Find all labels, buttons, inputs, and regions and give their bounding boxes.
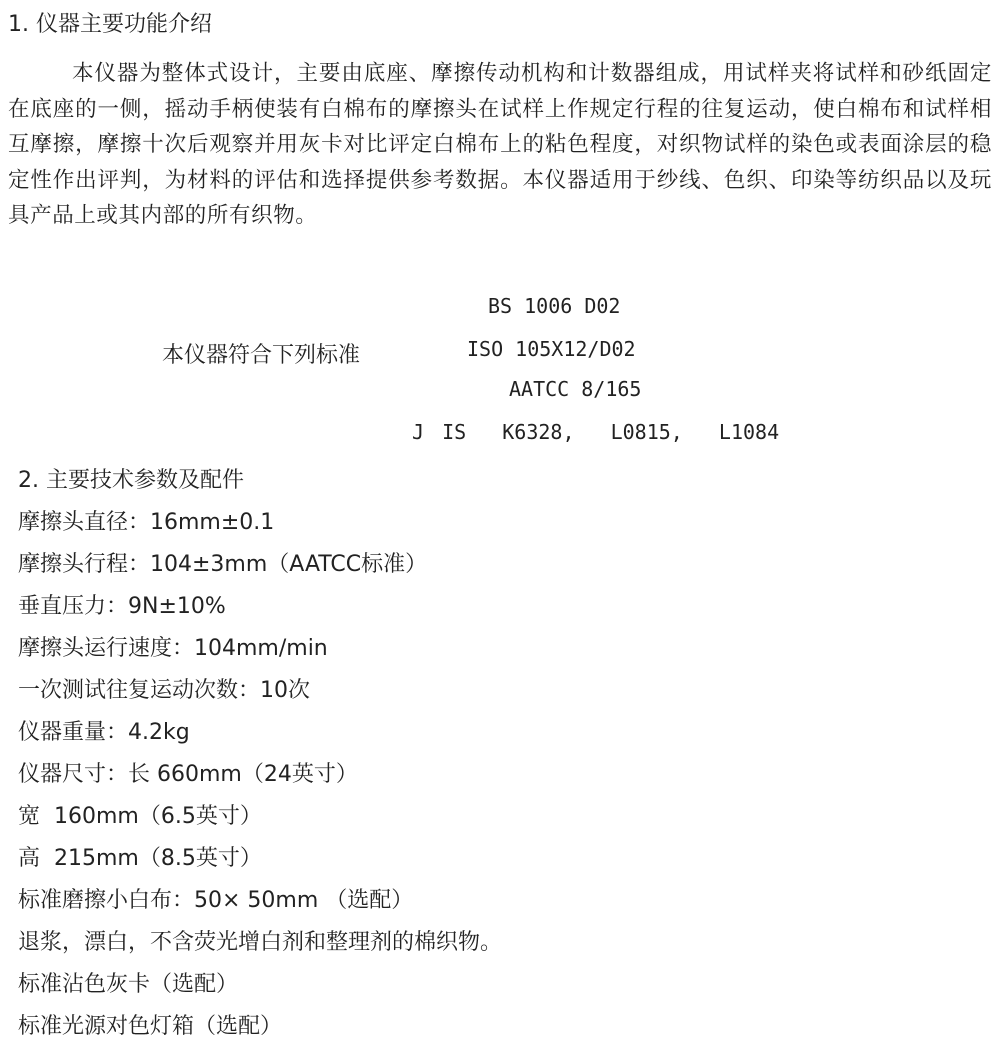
spec-line: 标准磨擦小白布：50× 50mm （选配） (18, 888, 414, 913)
function-paragraph: 本仪器为整体式设计，主要由底座、摩擦传动机构和计数器组成，用试样夹将试样和砂纸固定在底座的一侧，摇动手柄使装有白棉布的摩擦头在试样上作规定行程的往复运动，使白棉布和试样相互摩擦，摩擦十次后观察并用灰卡对比评定白棉布上的粘色程度，对织物试样的染色或表面涂层的稳定性作出评判，为材料的评估和选择提供参考数据。本仪器适用于纱线、色织、印染等纺织品以及玩具产品上或其内部的所有织物。 (8, 61, 992, 228)
standard-bs: BS 1006 D02 (488, 294, 621, 318)
spec-line: 摩擦头行程：104±3mm（AATCC标准） (18, 552, 428, 577)
spec-line: 标准沾色灰卡（选配） (18, 972, 239, 997)
standard-iso: ISO 105X12/D02 (467, 337, 636, 361)
standard-jis: J IS K6328, L0815, L1084 (412, 420, 780, 444)
spec-line: 仪器重量：4.2kg (18, 720, 190, 745)
spec-line: 仪器尺寸：长 660mm（24英寸） (18, 762, 358, 787)
spec-line: 退浆，漂白，不含荧光增白剂和整理剂的棉织物。 (18, 930, 503, 955)
spec-line: 一次测试往复运动次数：10次 (18, 678, 310, 703)
spec-line: 摩擦头运行速度：104mm/min (18, 636, 328, 661)
spec-line: 高 215mm（8.5英寸） (18, 846, 262, 871)
spec-line: 宽 160mm（6.5英寸） (18, 804, 262, 829)
spec-line: 标准光源对色灯箱（选配） (18, 1014, 283, 1039)
spec-line: 垂直压力：9N±10% (18, 594, 226, 619)
function-description (8, 56, 992, 234)
standards-label: 本仪器符合下列标准 (162, 343, 361, 368)
section-1-title: 1. 仪器主要功能介绍 (8, 12, 212, 37)
section-2-title: 2. 主要技术参数及配件 (18, 468, 244, 493)
spec-line: 摩擦头直径：16mm±0.1 (18, 510, 275, 535)
standard-aatcc: AATCC 8/165 (509, 377, 642, 401)
